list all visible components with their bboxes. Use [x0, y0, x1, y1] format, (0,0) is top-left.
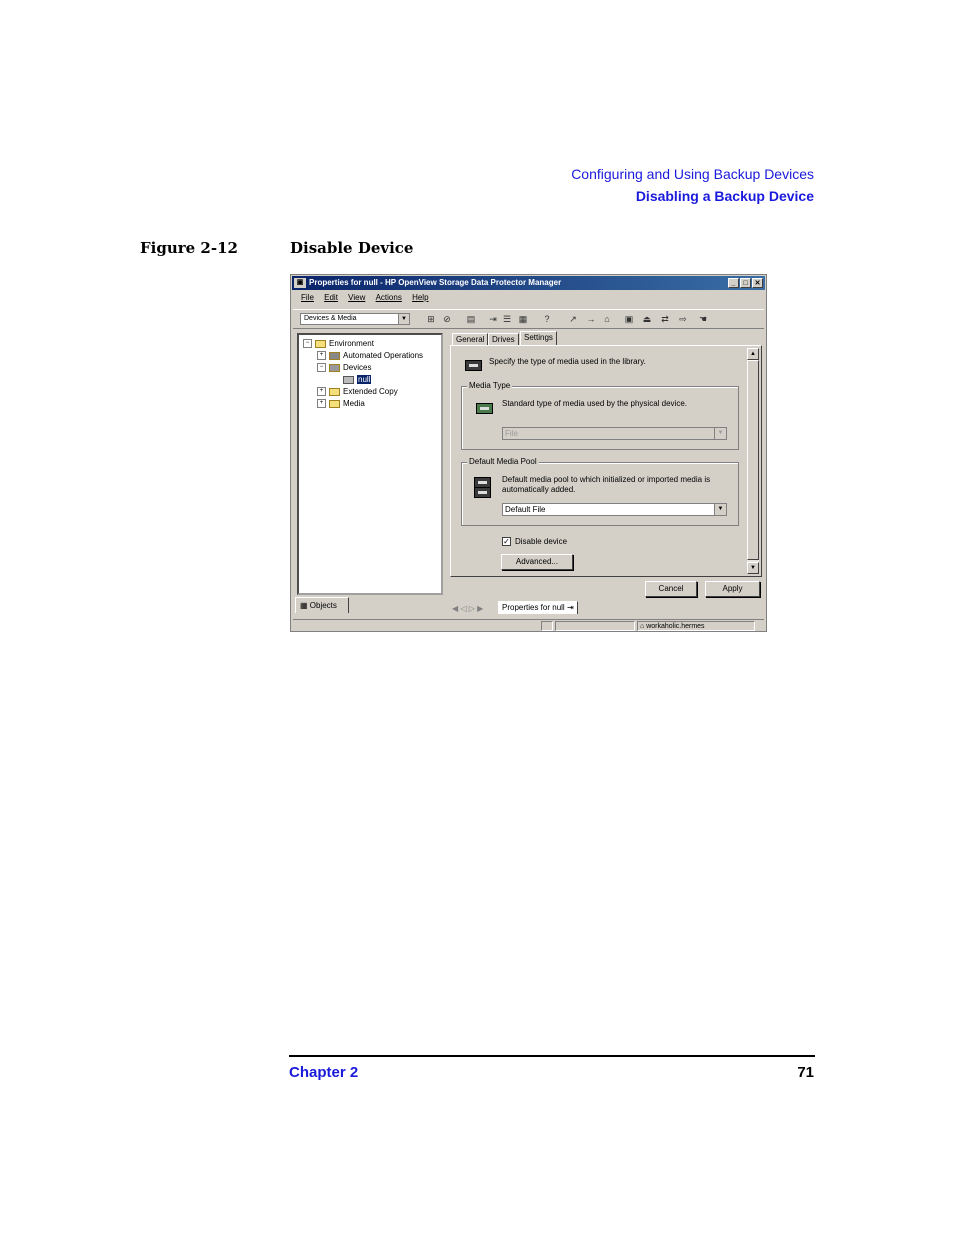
device-icon[interactable]: ▣	[624, 314, 634, 324]
media-pool-label: Default Media Pool	[469, 457, 537, 466]
pool-icon	[474, 487, 491, 498]
tab-settings[interactable]: Settings	[520, 331, 557, 345]
media-icon	[476, 403, 493, 414]
media-pool-group	[461, 457, 739, 526]
advanced-button[interactable]: Advanced...	[501, 554, 573, 570]
footer-page-number: 71	[797, 1064, 814, 1081]
object-tree	[297, 333, 443, 595]
chevron-down-icon: ▼	[714, 504, 726, 515]
figure-number: Figure 2-12	[140, 239, 238, 257]
vertical-scrollbar[interactable]	[747, 348, 759, 574]
tree-item-media[interactable]: + Media	[317, 399, 365, 409]
devices-icon	[329, 364, 340, 372]
media-type-description: Standard type of media used by the physical device.	[502, 399, 687, 408]
media-type-value: File	[505, 429, 518, 438]
bottom-tab-strip	[448, 601, 764, 615]
help-icon[interactable]: ?	[544, 314, 550, 324]
scroll-up-icon[interactable]: ▲	[747, 348, 759, 360]
media-type-group	[461, 381, 739, 450]
media-pool-select[interactable]	[502, 503, 727, 516]
folder-icon	[315, 340, 326, 348]
context-combo[interactable]	[300, 313, 410, 325]
chevron-down-icon: ▼	[714, 428, 726, 439]
media-type-select[interactable]	[502, 427, 727, 440]
open-icon[interactable]: ↗	[569, 314, 577, 324]
minimize-icon[interactable]: _	[728, 278, 739, 288]
connect-icon[interactable]: ⊞	[427, 314, 435, 324]
export-icon[interactable]: ⇨	[679, 314, 687, 324]
tree-item-extended-copy[interactable]: + Extended Copy	[317, 387, 398, 397]
close-icon[interactable]: ✕	[752, 278, 763, 288]
settings-intro: Specify the type of media used in the library.	[489, 357, 646, 366]
chevron-down-icon: ▼	[398, 314, 409, 324]
folder-icon	[329, 388, 340, 396]
media-pool-value: Default File	[505, 505, 546, 514]
eject-icon[interactable]: ⏏	[642, 314, 652, 324]
folder-icon[interactable]: ⌂	[604, 314, 610, 324]
move-icon[interactable]: ⇄	[661, 314, 669, 324]
tree-item-null[interactable]: null	[343, 375, 371, 385]
stop-icon[interactable]: ⊘	[443, 314, 451, 324]
tab-general[interactable]: General	[452, 333, 488, 345]
running-header-section: Configuring and Using Backup Devices	[571, 166, 814, 182]
menu-edit[interactable]: Edit	[324, 293, 338, 302]
status-cell	[541, 621, 553, 631]
menu-file[interactable]: File	[301, 293, 314, 302]
settings-page	[450, 345, 762, 577]
folder-icon	[329, 400, 340, 408]
pin-icon: ⇥	[566, 603, 574, 612]
window-title: Properties for null - HP OpenView Storage Data Protector Manager	[309, 278, 562, 287]
figure-title: Disable Device	[290, 239, 414, 257]
tab-navigation-icons[interactable]: ◀ ◁ ▷ ▶	[452, 604, 484, 613]
tab-drives[interactable]: Drives	[488, 333, 519, 345]
status-cell	[555, 621, 635, 631]
expand-icon[interactable]: +	[317, 399, 326, 408]
automation-icon	[329, 352, 340, 360]
collapse-icon[interactable]: −	[303, 339, 312, 348]
hand-icon[interactable]: ☚	[698, 314, 708, 324]
properties-icon[interactable]: ▦	[518, 314, 528, 324]
scroll-thumb[interactable]	[747, 360, 759, 560]
expand-icon[interactable]: +	[317, 387, 326, 396]
cancel-button[interactable]: Cancel	[645, 581, 697, 597]
status-host: ⌂ workaholic.hermes	[637, 621, 755, 631]
menu-bar	[295, 293, 431, 305]
running-header-subsection: Disabling a Backup Device	[635, 188, 814, 204]
context-combo-value: Devices & Media	[304, 315, 357, 322]
objects-icon: ▦	[300, 601, 310, 610]
menu-view[interactable]: View	[348, 293, 366, 302]
apply-button[interactable]: Apply	[705, 581, 760, 597]
collapse-icon[interactable]: −	[317, 363, 326, 372]
disable-device-label: Disable device	[515, 537, 568, 546]
device-icon	[465, 360, 482, 371]
app-window	[290, 274, 767, 632]
computer-icon: ⌂	[640, 623, 647, 630]
properties-panel	[448, 331, 764, 605]
footer-rule	[289, 1055, 815, 1057]
menu-help[interactable]: Help	[412, 293, 429, 302]
title-bar	[292, 276, 765, 290]
tab-objects[interactable]: ▦ Objects	[295, 597, 349, 613]
toolbar	[293, 309, 764, 329]
footer-chapter: Chapter 2	[289, 1064, 359, 1081]
pin-icon[interactable]: ⇥	[489, 314, 497, 324]
disable-device-checkbox[interactable]: ✓	[503, 537, 510, 546]
drive-icon	[343, 376, 354, 384]
forward-icon[interactable]: →	[586, 314, 596, 324]
tree-item-automated-operations[interactable]: + Automated Operations	[317, 351, 423, 361]
tab-properties-for-null[interactable]: Properties for null ⇥	[498, 601, 578, 614]
menu-actions[interactable]: Actions	[375, 293, 402, 302]
scroll-down-icon[interactable]: ▼	[747, 562, 759, 574]
window-icon[interactable]: ▤	[466, 314, 476, 324]
media-pool-description-1: Default media pool to which initialized or imported media is	[502, 475, 711, 484]
expand-icon[interactable]: +	[317, 351, 326, 360]
tree-item-devices[interactable]: − Devices	[317, 363, 371, 373]
tree-item-environment[interactable]: − Environment	[303, 339, 374, 349]
app-icon: ▣	[294, 278, 306, 288]
list-icon[interactable]: ☰	[502, 314, 512, 324]
media-pool-description-2: automatically added.	[502, 485, 576, 494]
status-bar	[293, 619, 764, 632]
media-type-label: Media Type	[469, 381, 511, 390]
maximize-icon[interactable]: □	[740, 278, 751, 288]
